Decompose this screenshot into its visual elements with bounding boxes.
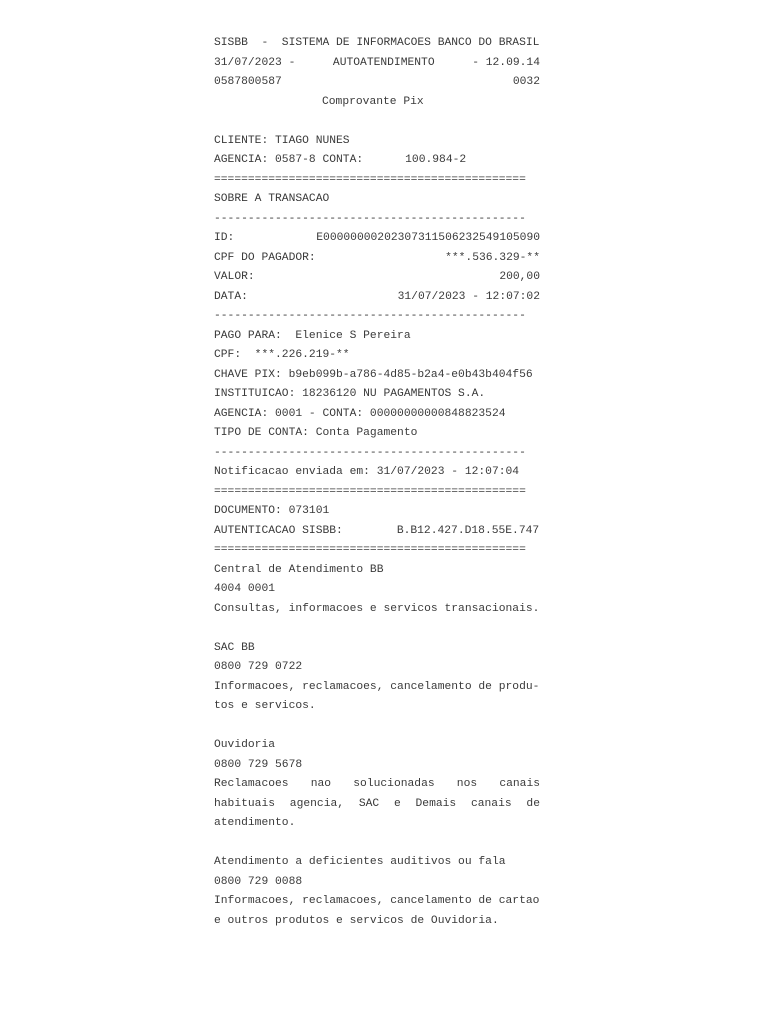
spacer — [214, 619, 540, 639]
client-name: CLIENTE: TIAGO NUNES — [214, 134, 350, 147]
spacer — [214, 834, 540, 854]
ombudsman-description-line-1: Reclamacoes nao solucionadas nos canais — [214, 778, 540, 790]
sac-phone: 0800 729 0722 — [214, 661, 303, 673]
single-rule: ---------------------------------------------- — [214, 446, 526, 459]
payee-cpf: CPF: ***.226.219-** — [214, 349, 350, 361]
double-rule: ============================================== — [214, 173, 526, 186]
header-codes-line — [214, 73, 540, 93]
spacer — [214, 112, 540, 132]
accessibility-title: Atendimento a deficientes auditivos ou fala — [214, 856, 506, 868]
header-code-right: 0032 — [512, 76, 540, 88]
payee-pix-key: CHAVE PIX: b9eb099b-a786-4d85-b2a4-e0b43b404f56 — [214, 368, 533, 381]
authentication-row — [214, 522, 540, 542]
client-agency-label: AGENCIA: 0587-8 CONTA: — [214, 154, 364, 166]
header-bank-line: SISBB - SISTEMA DE INFORMACOES BANCO DO BRASIL — [214, 37, 540, 49]
header-date: 31/07/2023 - — [214, 56, 296, 69]
date-label: DATA: — [214, 290, 248, 303]
authentication-value: B.B12.427.D18.55E.747 — [396, 524, 540, 537]
document-number: DOCUMENTO: 073101 — [214, 505, 330, 517]
ombudsman-description-line-2: habituais agencia, SAC e Demais canais de — [214, 797, 540, 810]
double-rule: ============================================== — [214, 485, 526, 498]
payee-agency-account: AGENCIA: 0001 - CONTA: 00000000000848823524 — [214, 407, 506, 420]
amount-label: VALOR: — [214, 271, 255, 283]
header-code-left: 0587800587 — [214, 76, 282, 88]
payer-cpf-row — [214, 249, 540, 269]
ombudsman-description-line-3: atendimento. — [214, 817, 296, 829]
client-account: 100.984-2 — [405, 154, 467, 166]
receipt-title: Comprovante Pix — [322, 95, 424, 108]
accessibility-phone: 0800 729 0088 — [214, 875, 303, 888]
accessibility-description-line-1: Informacoes, reclamacoes, cancelamento de cartao — [214, 895, 540, 907]
date-value: 31/07/2023 - 12:07:02 — [397, 290, 540, 303]
payer-cpf-label: CPF DO PAGADOR: — [214, 251, 316, 264]
authentication-label: AUTENTICACAO SISBB: — [214, 524, 343, 537]
payer-cpf-value: ***.536.329-** — [445, 251, 540, 264]
spacer — [214, 717, 540, 737]
notification-line: Notificacao enviada em: 31/07/2023 - 12:07:04 — [214, 466, 520, 478]
date-row — [214, 288, 540, 308]
header-date-line — [214, 54, 540, 74]
header-channel: AUTOATENDIMENTO — [332, 56, 435, 69]
ombudsman-phone: 0800 729 5678 — [214, 758, 303, 771]
double-rule: ============================================== — [214, 544, 526, 556]
central-title: Central de Atendimento BB — [214, 563, 384, 576]
accessibility-description-line-2: e outros produtos e servicos de Ouvidoria. — [214, 914, 499, 927]
header-time: - 12.09.14 — [472, 56, 540, 69]
sac-title: SAC BB — [214, 641, 255, 654]
central-phone: 4004 0001 — [214, 583, 276, 595]
payee-account-type: TIPO DE CONTA: Conta Pagamento — [214, 427, 418, 439]
amount-value: 200,00 — [499, 271, 540, 283]
single-rule: ---------------------------------------------- — [214, 310, 526, 322]
pix-receipt — [214, 34, 540, 931]
single-rule: ---------------------------------------------- — [214, 212, 526, 225]
client-agency-line — [214, 151, 540, 171]
transaction-id-label: ID: — [214, 232, 235, 244]
transaction-id-row — [214, 229, 540, 249]
payee-institution: INSTITUICAO: 18236120 NU PAGAMENTOS S.A. — [214, 388, 486, 400]
transaction-id-value: E00000000202307311506232549105090 — [316, 232, 540, 244]
ombudsman-title: Ouvidoria — [214, 739, 276, 751]
amount-row — [214, 268, 540, 288]
sac-description-line-2: tos e servicos. — [214, 700, 316, 712]
sac-description-line-1: Informacoes, reclamacoes, cancelamento de produ- — [214, 680, 540, 693]
transaction-section-title: SOBRE A TRANSACAO — [214, 193, 330, 205]
payee-name: PAGO PARA: Elenice S Pereira — [214, 329, 411, 342]
central-description: Consultas, informacoes e servicos transacionais. — [214, 602, 540, 615]
